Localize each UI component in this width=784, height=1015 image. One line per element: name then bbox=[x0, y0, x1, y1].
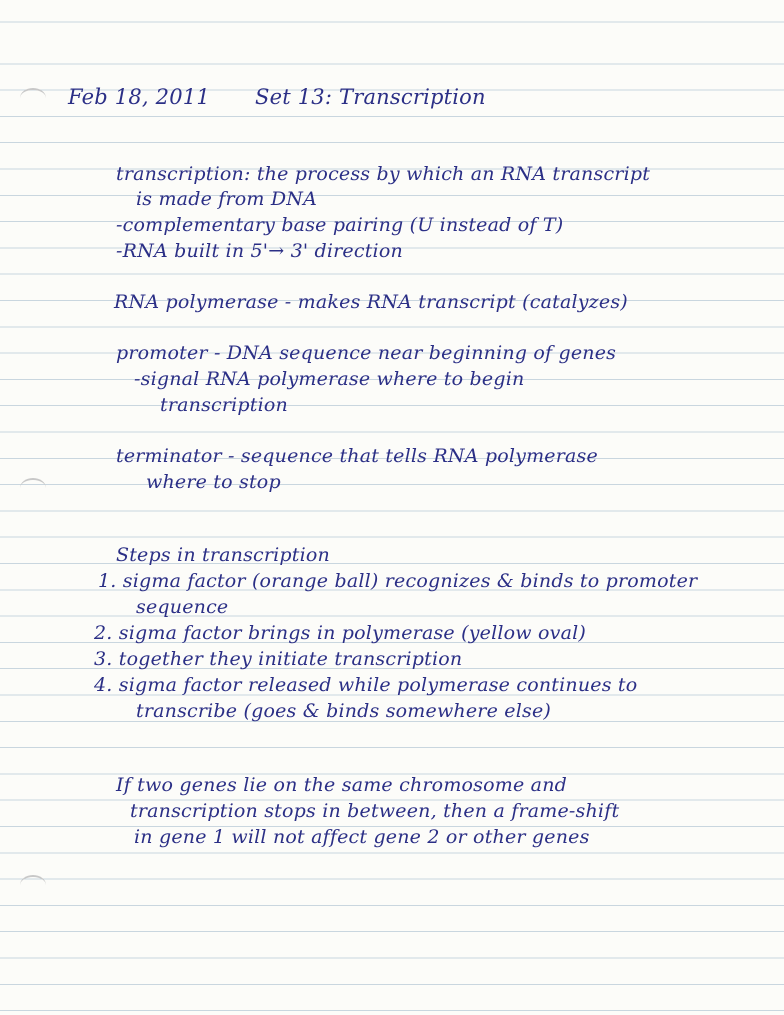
note-line: 3. together they initiate transcription bbox=[94, 648, 463, 670]
note-line: RNA polymerase - makes RNA transcript (catalyzes) bbox=[114, 291, 628, 313]
punch-hole-top bbox=[20, 88, 46, 108]
note-line: If two genes lie on the same chromosome and bbox=[116, 774, 567, 796]
note-line: 4. sigma factor released while polymerase continues to bbox=[94, 674, 638, 696]
note-line: in gene 1 will not affect gene 2 or other genes bbox=[134, 826, 590, 848]
punch-hole-middle bbox=[20, 478, 46, 498]
note-line: terminator - sequence that tells RNA polymerase bbox=[116, 445, 598, 467]
note-line: is made from DNA bbox=[136, 188, 318, 210]
punch-hole-bottom bbox=[20, 875, 46, 895]
note-line: sequence bbox=[136, 596, 229, 618]
note-line: -RNA built in 5'→ 3' direction bbox=[116, 240, 403, 262]
note-line: transcription bbox=[160, 394, 288, 416]
note-line: -complementary base pairing (U instead of T) bbox=[116, 214, 564, 236]
note-line: 2. sigma factor brings in polymerase (yellow oval) bbox=[94, 622, 586, 644]
note-line: -signal RNA polymerase where to begin bbox=[134, 368, 525, 390]
note-line: 1. sigma factor (orange ball) recognizes & binds to promoter bbox=[98, 570, 698, 592]
note-title: Set 13: Transcription bbox=[255, 85, 486, 109]
note-line: Steps in transcription bbox=[116, 544, 330, 566]
note-line: transcribe (goes & binds somewhere else) bbox=[136, 700, 551, 722]
note-date: Feb 18, 2011 bbox=[68, 85, 210, 109]
note-line: transcription stops in between, then a frame-shift bbox=[130, 800, 620, 822]
note-line: transcription: the process by which an RNA transcript bbox=[116, 163, 651, 185]
note-line: where to stop bbox=[146, 471, 281, 493]
note-line: promoter - DNA sequence near beginning of genes bbox=[116, 342, 617, 364]
